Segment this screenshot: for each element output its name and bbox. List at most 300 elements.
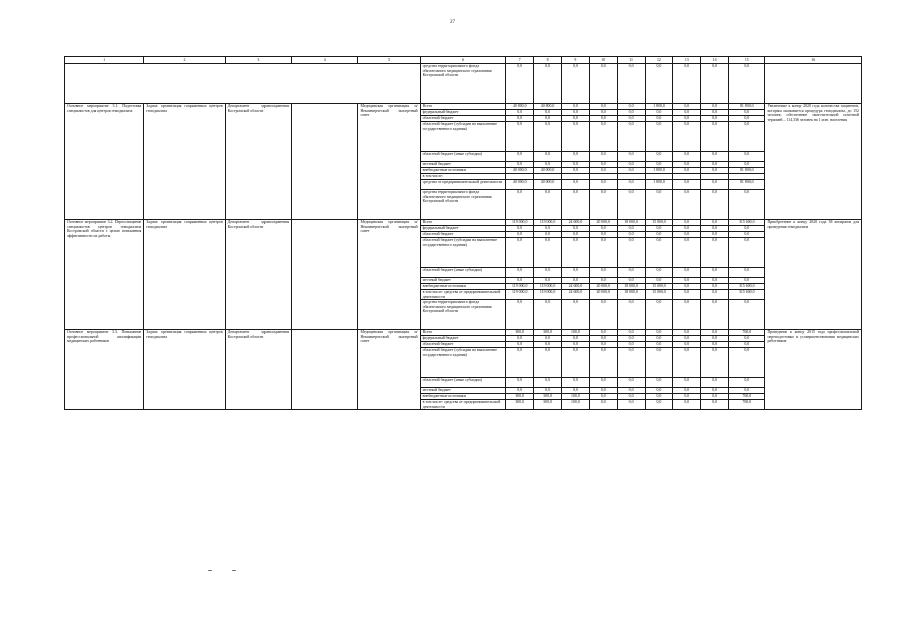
amount-cell: 0,0 [589,122,617,152]
amount-cell: 119 000,0 [534,220,562,226]
column-number: 7 [506,57,534,64]
amount-cell: 0,0 [561,122,589,152]
amount-cell: 0,0 [701,152,729,162]
amount-cell: 0,0 [701,226,729,232]
amount-cell: 0,0 [701,300,729,330]
amount-cell: 0,0 [534,336,562,342]
column-number: 9 [561,57,589,64]
amount-cell: 119 000,0 [534,290,562,300]
amount-cell: 0,0 [617,116,645,122]
amount-cell: 0,0 [561,232,589,238]
amount-cell: 0,0 [701,180,729,190]
executor-name: Департамент здравоохранения Костромской области [225,104,291,220]
amount-cell: 0,0 [561,278,589,284]
amount-cell: 0,0 [589,116,617,122]
amount-cell: 0,0 [506,226,534,232]
amount-cell: 0,0 [673,152,701,162]
amount-cell: 0,0 [506,348,534,378]
funding-source: Всего [420,104,506,110]
participant-name: Медицинская организация и/Некоммерческий экспертный совет [358,104,420,220]
amount-cell: 0,0 [645,226,673,232]
amount-cell: 0,0 [701,104,729,110]
amount-cell: 0,0 [534,348,562,378]
amount-cell: 0,0 [673,226,701,232]
amount-cell: 0,0 [617,122,645,152]
amount-cell: 0,0 [617,300,645,330]
amount-cell: 315 600,0 [729,284,765,290]
amount-cell: 40 000,0 [534,180,562,190]
executor-name: Департамент здравоохранения Костромской области [225,330,291,410]
amount-cell: 0,0 [645,232,673,238]
funding-source: областной бюджет (иные субсидии) [420,378,506,388]
amount-cell: 0,0 [701,284,729,290]
amount-cell: 0,0 [534,238,562,268]
amount-cell: 0,0 [645,388,673,394]
funding-source: средства территориального фонда обязательного медицинского страхования Костромской области [420,300,506,330]
amount-cell: 81 800,0 [729,104,765,110]
amount-cell: 0,0 [506,388,534,394]
event-name: Основное мероприятие 3.2. Переоснащение специалистов центров гемодиализа Костромской области с целью повышения эффективности их работы [65,220,144,330]
amount-cell: 40 800,0 [534,104,562,110]
amount-cell: 0,0 [617,394,645,400]
amount-cell: 0,0 [506,152,534,162]
amount-cell: 0,0 [589,64,617,104]
amount-cell: 0,0 [673,64,701,104]
participant-name: Медицинская организация и/Некоммерческий экспертный совет [358,330,420,410]
amount-cell: 18 000,0 [617,290,645,300]
amount-cell: 0,0 [506,238,534,268]
amount-cell: 0,0 [589,268,617,278]
amount-cell: 0,0 [506,342,534,348]
amount-cell: 0,0 [701,378,729,388]
amount-cell: 0,0 [673,388,701,394]
amount-cell: 300,0 [506,394,534,400]
column-number: 13 [673,57,701,64]
amount-cell: 0,0 [645,336,673,342]
amount-cell: 0,0 [645,238,673,268]
amount-cell: 0,0 [617,162,645,168]
amount-cell: 18 000,0 [617,284,645,290]
amount-cell: 0,0 [534,388,562,394]
amount-cell: 0,0 [561,104,589,110]
amount-cell: 0,0 [673,378,701,388]
funding-source: Всего [420,330,506,336]
amount-cell: 0,0 [673,290,701,300]
amount-cell: 0,0 [673,162,701,168]
amount-cell: 0,0 [589,336,617,342]
column-number: 16 [765,57,862,64]
column-number: 11 [617,57,645,64]
column-number: 12 [645,57,673,64]
amount-cell: 0,0 [561,388,589,394]
amount-cell: 0,0 [506,162,534,168]
amount-cell: 0,0 [645,300,673,330]
amount-cell: 40 000,0 [506,180,534,190]
amount-cell: 119 000,0 [506,290,534,300]
funding-source: областной бюджет [420,232,506,238]
amount-cell: 18 000,0 [617,220,645,226]
amount-cell: 0,0 [645,348,673,378]
amount-cell: 0,0 [701,116,729,122]
amount-cell: 0,0 [589,300,617,330]
amount-cell: 0,0 [645,330,673,336]
amount-cell: 0,0 [506,190,534,220]
amount-cell: 0,0 [673,348,701,378]
column-number: 10 [589,57,617,64]
amount-cell: 0,0 [729,226,765,232]
amount-cell: 100,0 [561,400,589,410]
funding-source: в том числе: средства от предпринимательской деятельности [420,400,506,410]
amount-cell: 0,0 [561,116,589,122]
amount-cell: 0,0 [534,378,562,388]
amount-cell: 0,0 [701,268,729,278]
amount-cell: 40 000,0 [506,168,534,174]
amount-cell: 0,0 [617,336,645,342]
amount-cell: 0,0 [729,268,765,278]
amount-cell: 0,0 [589,400,617,410]
amount-cell: 0,0 [729,388,765,394]
amount-cell: 0,0 [645,268,673,278]
amount-cell: 0,0 [534,122,562,152]
amount-cell: 0,0 [534,162,562,168]
amount-cell: 0,0 [589,190,617,220]
amount-cell: 300,0 [506,330,534,336]
amount-cell: 700,0 [729,330,765,336]
amount-cell: 0,0 [506,232,534,238]
amount-cell: 0,0 [589,168,617,174]
amount-cell: 0,0 [645,110,673,116]
amount-cell: 0,0 [645,394,673,400]
continuation-row [65,64,862,104]
amount-cell: 0,0 [589,162,617,168]
amount-cell: 0,0 [673,268,701,278]
amount-cell: 0,0 [701,162,729,168]
column-number-row [65,57,862,64]
amount-cell: 0,0 [617,190,645,220]
column-number: 1 [65,57,144,64]
amount-cell: 0,0 [561,342,589,348]
column-number: 6 [420,57,506,64]
funding-source: областной бюджет (иные субсидии) [420,152,506,162]
scan-mark [208,570,212,571]
amount-cell: 40 800,0 [506,104,534,110]
amount-cell: 0,0 [645,342,673,348]
amount-cell: 0,0 [701,342,729,348]
amount-cell: 1 800,0 [645,104,673,110]
amount-cell: 0,0 [701,190,729,220]
amount-cell: 40 000,0 [534,168,562,174]
amount-cell: 119 000,0 [506,284,534,290]
funding-source: федеральный бюджет [420,336,506,342]
amount-cell: 24 600,0 [561,290,589,300]
amount-cell: 24 600,0 [561,220,589,226]
amount-cell: 20 000,0 [589,220,617,226]
amount-cell: 0,0 [729,238,765,268]
event-name: Основное мероприятие 3.3. Повышение профессиональной квалификации медицинских работников [65,330,144,410]
amount-cell: 300,0 [506,400,534,410]
amount-cell: 0,0 [729,336,765,342]
funding-source: средства территориального фонда обязательного медицинского страхования Костромской области [420,190,506,220]
expected-result: Проведение к концу 2015 года профессиональной переподготовки и усовершенствования медицинских работников [765,330,862,410]
amount-cell: 0,0 [534,152,562,162]
executor-name: Департамент здравоохранения Костромской области [225,220,291,330]
expected-result: Увеличение к концу 2020 года количества пациентов, которым оказывается процедура гемодиализа, до 152 человек; обеспечение заместительной почечной терапией – 114,336 человек на 1 млн. населения [765,104,862,220]
amount-cell: 0,0 [617,388,645,394]
amount-cell: 0,0 [534,110,562,116]
page-number: 27 [450,20,455,25]
amount-cell: 0,0 [506,110,534,116]
amount-cell: 300,0 [534,330,562,336]
amount-cell: 0,0 [673,336,701,342]
amount-cell: 15 000,0 [645,220,673,226]
funding-source: областной бюджет (субсидии на выполнение государственного задания) [420,238,506,268]
amount-cell: 0,0 [534,64,562,104]
amount-cell: 0,0 [645,278,673,284]
amount-cell: 0,0 [561,348,589,378]
amount-cell: 0,0 [673,122,701,152]
amount-cell: 0,0 [729,342,765,348]
amount-cell: 0,0 [617,64,645,104]
amount-cell: 100,0 [561,394,589,400]
amount-cell: 0,0 [534,232,562,238]
amount-cell: 300,0 [534,400,562,410]
funding-source: областной бюджет (субсидии на выполнение государственного задания) [420,348,506,378]
amount-cell: 0,0 [701,232,729,238]
funding-source: в том числе: [420,174,506,180]
amount-cell: 0,0 [701,168,729,174]
amount-cell: 0,0 [729,64,765,104]
amount-cell: 0,0 [617,400,645,410]
amount-cell: 15 000,0 [645,284,673,290]
amount-cell: 0,0 [506,278,534,284]
amount-cell: 0,0 [701,220,729,226]
amount-cell: 0,0 [673,220,701,226]
amount-cell: 0,0 [534,268,562,278]
amount-cell: 0,0 [645,378,673,388]
funding-source: средства территориального фонда обязательного медицинского страхования Костромской области [420,64,506,104]
amount-cell: 0,0 [701,290,729,300]
amount-cell: 0,0 [645,190,673,220]
amount-cell: 0,0 [506,116,534,122]
funding-source: местный бюджет [420,162,506,168]
amount-cell: 0,0 [534,342,562,348]
column-4-cell [292,104,358,220]
amount-cell: 0,0 [673,300,701,330]
task-name: Задача: организация сопряженных центров гемодиализа [144,220,225,330]
amount-cell: 0,0 [673,400,701,410]
funding-source: федеральный бюджет [420,226,506,232]
amount-cell: 0,0 [589,226,617,232]
funding-source: внебюджетные источники [420,168,506,174]
amount-cell: 119 000,0 [534,284,562,290]
amount-cell: 0,0 [701,278,729,284]
amount-cell: 0,0 [673,104,701,110]
event-name: Основное мероприятие 3.1. Подготовка специалистов для центров гемодиализа [65,104,144,220]
amount-cell: 0,0 [589,330,617,336]
funding-source: областной бюджет (субсидии на выполнение государственного задания) [420,122,506,152]
funding-source: средства от предпринимательской деятельности [420,180,506,190]
amount-cell: 0,0 [617,110,645,116]
funding-source: местный бюджет [420,278,506,284]
amount-cell: 0,0 [701,110,729,116]
column-number: 8 [534,57,562,64]
amount-cell: 0,0 [506,336,534,342]
amount-cell: 0,0 [617,226,645,232]
amount-cell: 0,0 [617,180,645,190]
amount-cell: 0,0 [729,232,765,238]
funding-source: внебюджетные источники [420,284,506,290]
amount-cell: 81 800,0 [729,168,765,174]
amount-cell: 0,0 [729,348,765,378]
amount-cell: 0,0 [617,268,645,278]
amount-cell: 0,0 [645,64,673,104]
amount-cell: 0,0 [561,152,589,162]
amount-cell: 0,0 [673,238,701,268]
amount-cell: 0,0 [506,122,534,152]
amount-cell: 0,0 [506,268,534,278]
amount-cell: 0,0 [617,330,645,336]
amount-cell: 15 000,0 [645,290,673,300]
amount-cell: 0,0 [589,238,617,268]
funding-source: областной бюджет [420,342,506,348]
amount-cell: 0,0 [589,110,617,116]
column-4-cell [292,330,358,410]
continuation-blank [65,64,421,104]
amount-cell: 20 000,0 [589,290,617,300]
amount-cell: 0,0 [589,232,617,238]
funding-source: Всего [420,220,506,226]
amount-cell: 0,0 [561,336,589,342]
column-number: 2 [144,57,225,64]
amount-cell: 0,0 [589,342,617,348]
amount-cell: 0,0 [617,232,645,238]
amount-cell: 0,0 [561,162,589,168]
amount-cell: 0,0 [589,348,617,378]
amount-cell: 0,0 [645,400,673,410]
amount-cell: 0,0 [534,278,562,284]
amount-cell: 0,0 [701,348,729,378]
amount-cell: 0,0 [589,278,617,284]
amount-cell: 0,0 [729,122,765,152]
amount-cell: 0,0 [589,152,617,162]
amount-cell: 0,0 [673,232,701,238]
funding-source: областной бюджет (иные субсидии) [420,268,506,278]
amount-cell: 0,0 [701,238,729,268]
amount-cell: 1 800,0 [645,180,673,190]
amount-cell: 0,0 [729,300,765,330]
amount-cell: 0,0 [561,190,589,220]
column-number: 5 [358,57,420,64]
amount-cell: 0,0 [617,104,645,110]
amount-cell: 300,0 [534,394,562,400]
amount-cell: 81 800,0 [729,180,765,190]
amount-cell: 0,0 [645,122,673,152]
funding-source: внебюджетные источники [420,394,506,400]
amount-cell: 0,0 [673,394,701,400]
amount-cell: 0,0 [589,104,617,110]
amount-cell: 0,0 [701,336,729,342]
amount-cell: 119 000,0 [506,220,534,226]
amount-cell: 0,0 [729,152,765,162]
financing-table [64,56,862,410]
amount-cell: 0,0 [534,190,562,220]
amount-cell: 0,0 [589,394,617,400]
amount-cell: 0,0 [561,110,589,116]
amount-cell: 0,0 [617,238,645,268]
amount-cell: 0,0 [617,342,645,348]
task-name: Задача: организация сопряженных центров гемодиализа [144,104,225,220]
amount-cell: 0,0 [701,388,729,394]
amount-cell: 0,0 [729,278,765,284]
amount-cell: 0,0 [561,226,589,232]
amount-cell: 0,0 [673,190,701,220]
amount-cell: 0,0 [701,400,729,410]
amount-cell: 0,0 [617,378,645,388]
amount-cell: 0,0 [645,152,673,162]
column-number: 15 [729,57,765,64]
amount-cell: 0,0 [534,300,562,330]
amount-cell: 0,0 [561,300,589,330]
amount-cell: 0,0 [589,378,617,388]
amount-cell: 0,0 [645,116,673,122]
amount-cell: 0,0 [673,168,701,174]
amount-cell: 0,0 [589,388,617,394]
amount-cell: 20 000,0 [589,284,617,290]
amount-cell: 0,0 [561,168,589,174]
amount-cell: 700,0 [729,400,765,410]
amount-cell: 0,0 [701,394,729,400]
amount-cell: 0,0 [561,268,589,278]
amount-cell: 0,0 [617,152,645,162]
amount-cell: 0,0 [673,180,701,190]
amount-cell: 0,0 [561,378,589,388]
amount-cell: 100,0 [561,330,589,336]
amount-cell: 0,0 [561,64,589,104]
column-number: 14 [701,57,729,64]
funding-source: областной бюджет [420,116,506,122]
task-name: Задача: организация сопряженных центров гемодиализа [144,330,225,410]
amount-cell: 1 800,0 [645,168,673,174]
expected-result: Приобретение к концу 2020 года 38 аппаратов для проведения гемодиализа [765,220,862,330]
amount-cell: 0,0 [617,168,645,174]
result-cell [765,64,862,104]
amount-cell: 315 600,0 [729,290,765,300]
funding-source: в том числе: средства от предпринимательской деятельности [420,290,506,300]
amount-cell: 24 600,0 [561,284,589,290]
participant-name: Медицинская организация и/Некоммерческий экспертный совет [358,220,420,330]
amount-cell: 0,0 [506,64,534,104]
amount-cell: 0,0 [645,162,673,168]
amount-cell: 0,0 [673,116,701,122]
amount-cell: 0,0 [729,190,765,220]
amount-cell: 0,0 [534,116,562,122]
amount-cell: 0,0 [673,278,701,284]
amount-cell: 0,0 [561,238,589,268]
column-number: 4 [292,57,358,64]
funding-source: местный бюджет [420,388,506,394]
amount-cell: 0,0 [701,330,729,336]
amount-cell: 0,0 [561,180,589,190]
amount-cell: 0,0 [729,378,765,388]
amount-cell: 0,0 [729,162,765,168]
amount-cell: 0,0 [673,284,701,290]
amount-cell: 0,0 [617,278,645,284]
amount-cell: 0,0 [589,180,617,190]
amount-cell: 0,0 [673,330,701,336]
amount-cell: 0,0 [506,378,534,388]
amount-cell: 0,0 [673,110,701,116]
amount-cell: 0,0 [729,110,765,116]
